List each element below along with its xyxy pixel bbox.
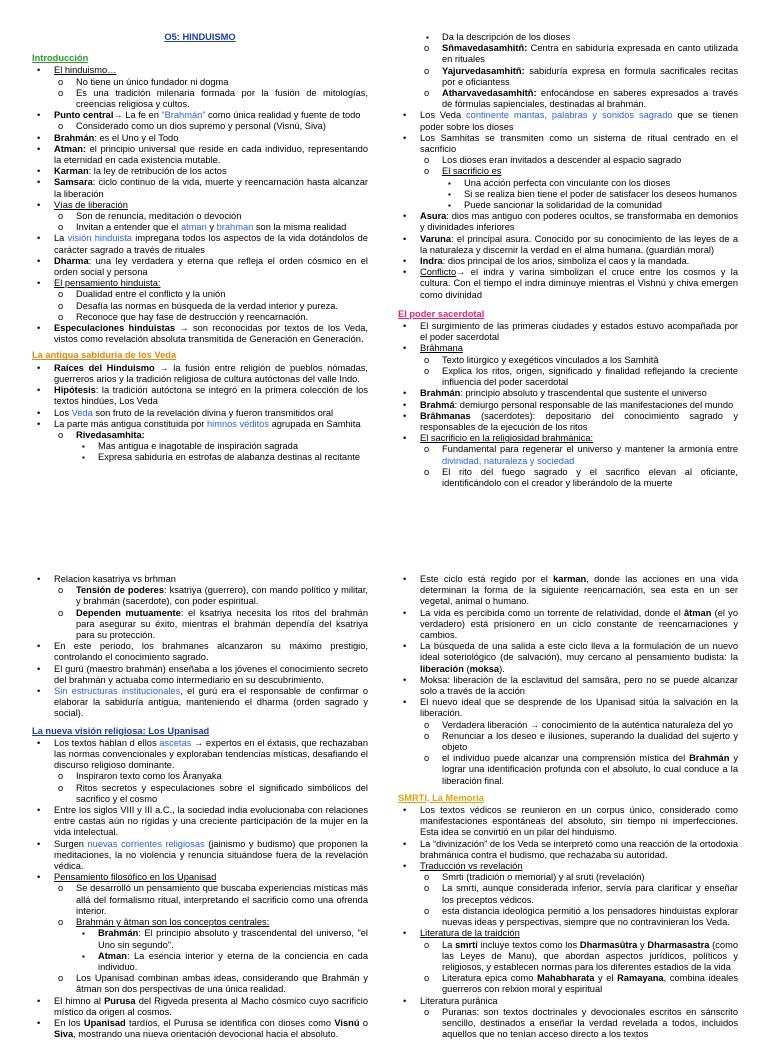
list-item: • Conflicto→ el indra y varina simbolizan el cruce entre los cosmos y la cultura. Con el tiempo el indra diminuye mientras el Vishnú y chiva emergen como divinidad bbox=[398, 267, 738, 301]
section-heading-antigua: La antigua sabiduría de los Veda bbox=[32, 350, 177, 361]
list-item: o El rito del fuego sagrado y el sacrifico elevan al oficiante, identificándolo con el creador y liberándolo de la muerte bbox=[420, 467, 738, 489]
list-item: • Varuna: el principal asura. Conocido por su conocimiento de las leyes de a la naturaleza y discernir la verdad en el alma humana. (guardián moral) bbox=[398, 234, 738, 256]
list-item: o Los Upanisad combinan ambas ideas, considerando que Brahmán y âtman son dos perspectivas de una única realidad. bbox=[54, 973, 368, 995]
list-item: • Pensamiento filosófico en los Upanisad o Se desarrolló un pensamiento que buscaba experiencias místicas más allá del formalismo ritual, interpretando el sacrificio como una ofrenda interior. o Brahmán y âtman son los conceptos centrales: ▪ Brahmán: El principio absoluto y trascendental del universo, "el Uno sin segundo". ▪ Atman: La esencia interior y eterna de la conciencia en cada individuo. o Los Upanisad combinan ambas ideas, considerando que Brahmán y âtman son dos perspectivas de una única realidad. bbox=[32, 872, 368, 995]
list-item: • La visión hinduista impregana todos los aspectos de la vida dotándolos de carácter sagrado a través de rituales bbox=[32, 233, 368, 255]
list-item: • Literatura purânica o Puranas: son textos doctrinales y devocionales escritos en sánscrito sencillo, destinados a enseñar la verdad revelada a todos, incluidos aquellos que no tenían acceso directo a los textos bbox=[398, 996, 738, 1040]
list-item: • La “divinización” de los Veda se interpretó como una reacción de la ortodoxia brahmánica contra el budismo, que rechazaba su autoridad. bbox=[398, 839, 738, 861]
left-column-top bbox=[32, 30, 368, 464]
list-item: • El himno al Purusa del Rigveda presenta al Macho cósmico cuyo sacrificio místico da origen al cosmos. bbox=[32, 996, 368, 1018]
list-item: o La smrti, aunque considerada inferior, servía para clarificar y enseñar los preceptos védicos. bbox=[420, 883, 738, 905]
list-item: • Los textos védicos se reunieron en un corpus único, considerado como manifestaciones espontáneas del absoluto, sin tiempo ni imperfecciones. Esta idea se convirtió en un pilar del hinduismo. bbox=[398, 805, 738, 839]
list-item: o Tensión de poderes: ksatriya (guerrero), con mando político y militar, y brahmán (sacerdote), con poder espiritual. bbox=[54, 585, 368, 607]
list-item: • La vida es percibida como un torrente de relatividad, donde el âtman (el yo verdadero) está prisionero en un ciclo constante de reencarnaciones y cambios. bbox=[398, 608, 738, 642]
list-item: o Se desarrolló un pensamiento que buscaba experiencias místicas más allá del formalismo ritual, interpretando el sacrificio como una ofrenda interior. bbox=[54, 883, 368, 917]
list-item: • Los textos hablan d ellos ascetas → expertos en el éxtasis, que rechazaban las normas convencionales y exploraban tendencias místicas, desafiando el discurso religioso dominante. o Inspiraron texto como los Âranyaka o Ritos secretos y especulaciones sobre el significado simbólicos del sacrifico y el cosmo bbox=[32, 738, 368, 805]
list-item: o La smrti incluye textos como los Dharmasûtra y Dharmasastra (como las Leyes de Manu), que abordan aspectos jurídicos, políticos y religiosos, y establecen normas para los diferentes estadios de la vida bbox=[420, 940, 738, 974]
list-item: ▪ Da la descripción de los dioses bbox=[420, 32, 738, 43]
list-item: • Este ciclo está regido por el karman, donde las acciones en una vida determinan la forma de la siguiente reencarnación, sea esta en un ser vegetal, animal o humano. bbox=[398, 574, 738, 608]
list-item: • Los Samhitas se transmiten como un sistema de ritual centrado en el sacrificio o Los dioses eran invitados a descender al espacio sagrado o El sacrificio es ▪ Una acción perfecta con vinculante con los dioses ▪ Si se realiza bien tiene el poder de satisfacer los deseos humanos ▪ Puede sancionar la solidaridad de la comunidad bbox=[398, 133, 738, 211]
list-item: • Brâhmanas (sacerdotes): depositario del conocimiento sagrado y responsables de la ejecución de los ritos bbox=[398, 411, 738, 433]
list-item: o el individuo puede alcanzar una comprensión mística del Brahmán y lograr una identificación profunda con el absoluto, lo cual conduce a la liberación final. bbox=[420, 753, 738, 787]
list-item: o Inspiraron texto como los Âranyaka bbox=[54, 771, 368, 782]
list-item: • Hipótesis: la tradición autóctona se integró en la primera colección de los textos hindúes, Los Veda bbox=[32, 385, 368, 407]
list-item: • En los Upanisad tardíos, el Purusa se identifica con dioses como Visnú o Siva, mostrando una nueva orientación devocional hacia el absoluto. bbox=[32, 1018, 368, 1040]
list-item: • Punto central→ La fe en “Brahmán” como única realidad y fuente de todo o Considerado como un dios supremo y personal (Visnú, Siva) bbox=[32, 110, 368, 132]
list-item: ▪ Puede sancionar la solidaridad de la comunidad bbox=[442, 200, 738, 211]
left-column-bottom bbox=[32, 574, 368, 1040]
list-item: o Invitan a entender que el atman y brahman son la misma realidad bbox=[54, 222, 368, 233]
list-item: • El gurú (maestro brahmán) enseñaba a los jóvenes el conocimiento secreto del brahmán y actuaba como intermediario en su descubrimiento. bbox=[32, 664, 368, 686]
list-item: • Atman: el principio universal que reside en cada individuo, representando la eternidad en cada existencia mutable. bbox=[32, 144, 368, 166]
list-item: o Rivedasamhita: ▪ Mas antigua e inagotable de inspiración sagrada ▪ Expresa sabiduría en estrofas de alabanza destinas al recitante bbox=[54, 430, 368, 464]
list-item: • En este periodo, los brahmanes alcanzaron su máximo prestigio, controlando el conocimiento sagrado. bbox=[32, 641, 368, 663]
list-item: o Puranas: son textos doctrinales y devocionales escritos en sánscrito sencillo, destinados a enseñar la verdad revelada a todos, incluidos aquellos que no tenían acceso directo a los textos bbox=[420, 1007, 738, 1040]
list-item: ▪ Mas antigua e inagotable de inspiración sagrada bbox=[76, 441, 368, 452]
list-item: o Dependen mutuamente: el ksatriya necesita los ritos del brahmán para asegurar su éxito, mientras el brahmán dependía del ksatriya para su protección. bbox=[54, 608, 368, 642]
list-item: o Renunciar a los deseo e ilusiones, superando la dualidad del sujerto y objeto bbox=[420, 731, 738, 753]
list-item: • Especulaciones hinduistas → son reconocidas por textos de los Veda, vistos como revelación absoluta transmitida de Generación en Generación. bbox=[32, 323, 368, 345]
list-item: • Entre los siglos VIII y III a.C., la sociedad india evolucionaba con relaciones entre castas aún no rígidas y una creciente participación de la mujer en la vida intelectual. bbox=[32, 805, 368, 839]
list-item: o Los dioses eran invitados a descender al espacio sagrado bbox=[420, 155, 738, 166]
list-item: • Brâhmana o Texto litúrgico y exegéticos vinculados a los Samhitâ o Explica los ritos, origen, significado y finalidad reflejando la creciente influencia del poder sacerdotal bbox=[398, 343, 738, 388]
list-item: • El pensamiento hinduista: o Dualidad entre el conflicto y la unión o Desafía las normas en búsqueda de la verdad interior y pureza. o Reconoce que hay fase de destrucción y reencarnación. bbox=[32, 278, 368, 323]
list-item: • Asura: dios mas antiguo con poderes ocultos, se transformaba en demonios y divinidades inferiores bbox=[398, 211, 738, 233]
list-item: ▪ Expresa sabiduría en estrofas de alabanza destinas al recitante bbox=[76, 452, 368, 463]
list-item: • Sin estructuras institucionales, el gurú era el responsable de confirmar o elaborar la sabiduría antigua, manteniendo el dharma (orden sagrado y social). bbox=[32, 686, 368, 720]
list-item: ▪ Si se realiza bien tiene el poder de satisfacer los deseos humanos bbox=[442, 189, 738, 200]
list-item: o Fundamental para regenerar el universo y mantener la armonía entre divinidad, naturaleza y sociedad bbox=[420, 444, 738, 466]
document-title: O5: HINDUISMO bbox=[164, 32, 236, 42]
list-item: • Surgen nuevas corrientes religiosas (jainismo y budismo) que proponen la meditaciones, la no violencia y renuncia situándose fuera de la revelación védica. bbox=[32, 839, 368, 873]
list-item: o Verdadera liberación → conocimiento de la auténtica naturaleza del yo bbox=[420, 720, 738, 731]
list-item: o Brahmán y âtman son los conceptos centrales: ▪ Brahmán: El principio absoluto y trascendental del universo, "el Uno sin segundo". ▪ Atman: La esencia interior y eterna de la conciencia en cada individuo. bbox=[54, 917, 368, 973]
list-item: • El sacrificio en la religiosidad brahmánica: o Fundamental para regenerar el universo y mantener la armonía entre divinidad, naturaleza y sociedad o El rito del fuego sagrado y el sacrifico elevan al oficiante, identificándolo con el creador y liberándolo de la muerte bbox=[398, 433, 738, 489]
list-item: • Brahmá: demiurgo personal responsable de las manifestaciones del mundo bbox=[398, 400, 738, 411]
list-item: • Traducción vs revelación o Smrti (tradición o memorial) y al sruti (revelación) o La smrti, aunque considerada inferior, servía para clarificar y enseñar los preceptos védicos. o esta distancia ideológica permitió a los pensadores hinduistas explorar nuevas ideas y perspectivas, siempre que no contravinieran los Veda. bbox=[398, 861, 738, 928]
list-item: • El hinduismo… o No tiene un único fundador ni dogma o Es una tradición milenaria formada por la fusión de mitologías, creencias religiosa y cultos. bbox=[32, 65, 368, 110]
list-item: • El surgimiento de las primeras ciudades y estados estuvo acompañada por el poder sacerdotal bbox=[398, 321, 738, 343]
section-heading-poder: El poder sacerdotal bbox=[398, 308, 485, 319]
list-item: • La parte más antigua constituida por himnos véditos agrupada en Samhita o Rivedasamhita: ▪ Mas antigua e inagotable de inspiración sagrada ▪ Expresa sabiduría en estrofas de alabanza destinas al recitante bbox=[32, 419, 368, 464]
list-item: • El nuevo ideal que se desprende de los Upanisad sitúa la salvación en la liberación. o Verdadera liberación → conocimiento de la auténtica naturaleza del yo o Renunciar a los deseo e ilusiones, superando la dualidad del sujerto y objeto o el individuo puede alcanzar una comprensión mística del Brahmán y lograr una identificación profunda con el absoluto, lo cual conduce a la liberación final. bbox=[398, 697, 738, 787]
list-item: o Sñmavedasamhitñ: Centra en sabiduría expresada en canto utilizada en rituales bbox=[420, 43, 738, 65]
list-item: o Atharvavedasamhitñ: enfocándose en saberes expresados a través de fórmulas sapienciales, destinadas al brahmán. bbox=[420, 88, 738, 110]
list-item: • Indra: dios principal de los arios, simboliza el caos y la mandada. bbox=[398, 256, 738, 267]
list-item: • Dharma: una ley verdadera y eterna que refleja el orden cósmico en el orden social y persona bbox=[32, 256, 368, 278]
list-item: • Vías de liberación o Son de renuncia, meditación o devoción o Invitan a entender que el atman y brahman son la misma realidad bbox=[32, 200, 368, 234]
list-item: o Dualidad entre el conflicto y la unión bbox=[54, 289, 368, 300]
list-item: o Considerado como un dios supremo y personal (Visnú, Siva) bbox=[54, 121, 368, 132]
list-item: • Literatura de la traidción o La smrti incluye textos como los Dharmasûtra y Dharmasastra (como las Leyes de Manu), que abordan aspectos jurídicos, políticos y religiosos, y establecen normas para los diferentes estadios de la vida o Literatura epica como Mahabharata y el Ramayana, combina ideales guerreros con relxion moral y espiritual bbox=[398, 928, 738, 995]
section-heading-nueva-vision: La nueva visión religiosa: Los Upanisad bbox=[32, 725, 210, 736]
list-item: • Brahmán: es el Uno y el Todo bbox=[32, 133, 368, 144]
list-item: o Desafía las normas en búsqueda de la verdad interior y pureza. bbox=[54, 301, 368, 312]
list-item: o Yajurvedasamhitñ: sabiduría expresa en formula sacrificales recitas por e oficiantess bbox=[420, 66, 738, 88]
right-column-top bbox=[398, 32, 738, 489]
list-item: o No tiene un único fundador ni dogma bbox=[54, 77, 368, 88]
list-item: • Brahmán: principio absoluto y trascendental que sustente el universo bbox=[398, 388, 738, 399]
list-item: ▪ Atman: La esencia interior y eterna de la conciencia en cada individuo. bbox=[76, 951, 368, 973]
list-item: o El sacrificio es ▪ Una acción perfecta con vinculante con los dioses ▪ Si se realiza bien tiene el poder de satisfacer los deseos humanos ▪ Puede sancionar la solidaridad de la comunidad bbox=[420, 166, 738, 211]
list-item: o Explica los ritos, origen, significado y finalidad reflejando la creciente influencia del poder sacerdotal bbox=[420, 366, 738, 388]
list-item: • Relacion kasatriya vs brhman o Tensión de poderes: ksatriya (guerrero), con mando político y militar, y brahmán (sacerdote), con poder espiritual. o Dependen mutuamente: el ksatriya necesita los ritos del brahmán para asegurar su éxito, mientras el brahmán dependía del ksatriya para su protección. bbox=[32, 574, 368, 641]
list-item: • Los Veda continente mantas, palabras y sonidos sagrado que se tienen poder sobre los dioses bbox=[398, 110, 738, 132]
list-item: ▪ Brahmán: El principio absoluto y trascendental del universo, "el Uno sin segundo". bbox=[76, 928, 368, 950]
section-heading-smrti: SMRTI, La Memoria bbox=[398, 792, 484, 803]
list-item: o Texto litúrgico y exegéticos vinculados a los Samhitâ bbox=[420, 355, 738, 366]
list-item: • La búsqueda de una salida a este ciclo lleva a la formulación de un nuevo ideal soteriológico (de salvación), muy cercano al pensamiento budista: la liberación (moksa). bbox=[398, 641, 738, 675]
list-item: o Ritos secretos y especulaciones sobre el significado simbólicos del sacrifico y el cosmo bbox=[54, 783, 368, 805]
list-item: o Reconoce que hay fase de destrucción y reencarnación. bbox=[54, 312, 368, 323]
list-item: o Es una tradición milenaria formada por la fusión de mitologías, creencias religiosa y cultos. bbox=[54, 88, 368, 110]
list-item: o Literatura epica como Mahabharata y el Ramayana, combina ideales guerreros con relxion moral y espiritual bbox=[420, 973, 738, 995]
list-item: • Samsara: ciclo continuo de la vida, muerte y reencarnación hasta alcanzar la liberación bbox=[32, 177, 368, 199]
list-item: ▪ Una acción perfecta con vinculante con los dioses bbox=[442, 178, 738, 189]
list-item: o esta distancia ideológica permitió a los pensadores hinduistas explorar nuevas ideas y perspectivas, siempre que no contravinieran los Veda. bbox=[420, 906, 738, 928]
list-item: o Son de renuncia, meditación o devoción bbox=[54, 211, 368, 222]
list-item: o Smrti (tradición o memorial) y al sruti (revelación) bbox=[420, 872, 738, 883]
list-item: • Moksa: liberación de la esclavitud del samsâra, pero no se puede alcanzar solo a través de la acción bbox=[398, 675, 738, 697]
list-item: • Los Veda son fruto de la revelación divina y fueron transmitidos oral bbox=[32, 408, 368, 419]
list-item: • Karman: la ley de retribución de los actos bbox=[32, 166, 368, 177]
right-column-bottom bbox=[398, 574, 738, 1040]
section-heading-introduccion: Introducción bbox=[32, 53, 89, 64]
list-item: • Raíces del Hinduismo → la fusión entre religión de pueblos nómadas, guerreros arios y la tradición religiosa de cultura autóctonas del valle Indo. bbox=[32, 363, 368, 385]
